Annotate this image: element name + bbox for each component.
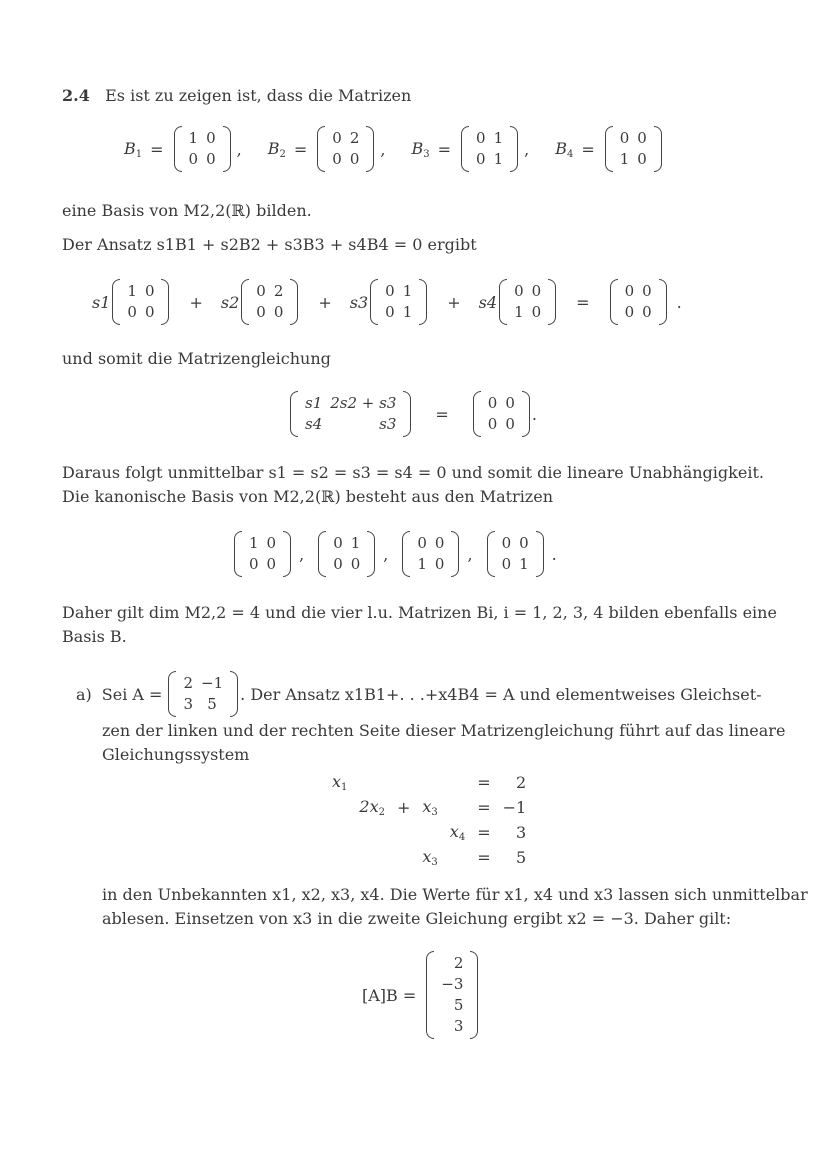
scalar-s3: s3 (349, 292, 369, 312)
part-a-label: a) (76, 684, 92, 704)
combo-matrix-1: 1 0 0 0 (112, 279, 169, 325)
matrix-B1: 1 0 0 0 (174, 126, 231, 172)
part-a-sei: Sei A = (101, 684, 163, 704)
coordinate-vector: 2 −3 5 3 (426, 951, 478, 1039)
dimension-line-1: Daher gilt dim M2,2 = 4 und die vier l.u. Matrizen Bi, i = 1, 2, 3, 4 bilden ebenfalls eine (62, 603, 777, 622)
combo-matrix-3: 0 1 0 1 (370, 279, 427, 325)
solve-text: ablesen. Einsetzen von x3 in die zweite Gleichung ergibt x2 = −3. Daher gilt: (102, 909, 732, 928)
system-row-3: $x_4$ = 3 (449, 822, 527, 843)
conclusion-line-1: Daraus folgt unmittelbar s1 = s2 = s3 = s4 = 0 und somit die lineare Unabhängigkeit. (62, 463, 764, 482)
combo-matrix-2: 0 2 0 0 (241, 279, 298, 325)
system-row-1: $x_1$ = 2 (332, 772, 527, 793)
combo-matrix-4: 0 0 1 0 (499, 279, 556, 325)
canonical-matrix-4: 0 0 0 1 (487, 531, 544, 577)
unknowns-text: in den Unbekannten x1, x2, x3, x4. Die Werte für x1, x4 und x3 lassen sich unmittelbar (102, 885, 808, 904)
problem-number: 2.4 (62, 86, 90, 105)
coordinate-vector-equation (362, 951, 480, 1039)
canonical-basis-matrices: 1 0 0 0 , 0 1 0 0 , 0 0 1 0 , 0 0 0 1 . (232, 531, 557, 577)
scalar-s1: s1 (92, 292, 111, 312)
zero-matrix: 0 0 0 0 (610, 279, 667, 325)
intro-text: Es ist zu zeigen ist, dass die Matrizen (105, 86, 412, 105)
lhs-matrix: s1 2s2 + s3 s4 s3 (290, 391, 411, 437)
matrix-B3: 0 1 0 1 (461, 126, 518, 172)
system-row-2: $2x_2$ + $x_3$ = −1 (359, 797, 527, 818)
conclusion-line-2: Die kanonische Basis von M2,2(ℝ) besteht aus den Matrizen (62, 487, 554, 506)
canonical-matrix-2: 0 1 0 0 (318, 531, 375, 577)
dimension-line-2: Basis B. (62, 627, 127, 646)
form-basis-text: eine Basis von M2,2(ℝ) bilden. (62, 201, 312, 220)
part-a-text-1: . Der Ansatz x1B1+. . .+x4B4 = A und elementweises Gleichset- (240, 684, 762, 704)
system-row-4: $x_3$ = 5 (422, 847, 527, 868)
canonical-matrix-3: 0 0 1 0 (402, 531, 459, 577)
scalar-s2: s2 (220, 292, 240, 312)
part-a-text-2: zen der linken und der rechten Seite dieser Matrizengleichung führt auf das lineare (102, 721, 786, 740)
scalar-s4: s4 (478, 292, 498, 312)
canonical-matrix-1: 1 0 0 0 (234, 531, 291, 577)
linear-system (326, 770, 532, 870)
matrix-equation: s1 2s2 + s3 s4 s3 = 0 0 0 0 . (288, 391, 537, 437)
problem-heading (62, 86, 411, 106)
matrix-B2: 0 2 0 0 (317, 126, 374, 172)
basis-matrices-equation: $B_1$ = 1 0 0 0 , $B_2$ = 0 2 0 0 , $B_3$ = 0 1 0 1 , $B_4$ = 0 0 1 0 (124, 126, 664, 172)
linear-combination-equation: s1 1 0 0 0 + s2 0 2 0 0 + s3 0 1 0 1 + s4 0 0 1 0 = 0 0 0 0 . (92, 279, 682, 325)
matrix-B4: 0 0 1 0 (605, 126, 662, 172)
matrix-equation-text: und somit die Matrizengleichung (62, 349, 331, 368)
part-a-first-line (76, 671, 762, 717)
rhs-zero-matrix: 0 0 0 0 (473, 391, 530, 437)
part-a-text-3: Gleichungssystem (102, 745, 250, 764)
matrix-A: 2 −1 3 5 (168, 671, 238, 717)
ansatz-text: Der Ansatz s1B1 + s2B2 + s3B3 + s4B4 = 0 ergibt (62, 235, 477, 254)
coordinate-label: [A]B = (362, 985, 417, 1005)
